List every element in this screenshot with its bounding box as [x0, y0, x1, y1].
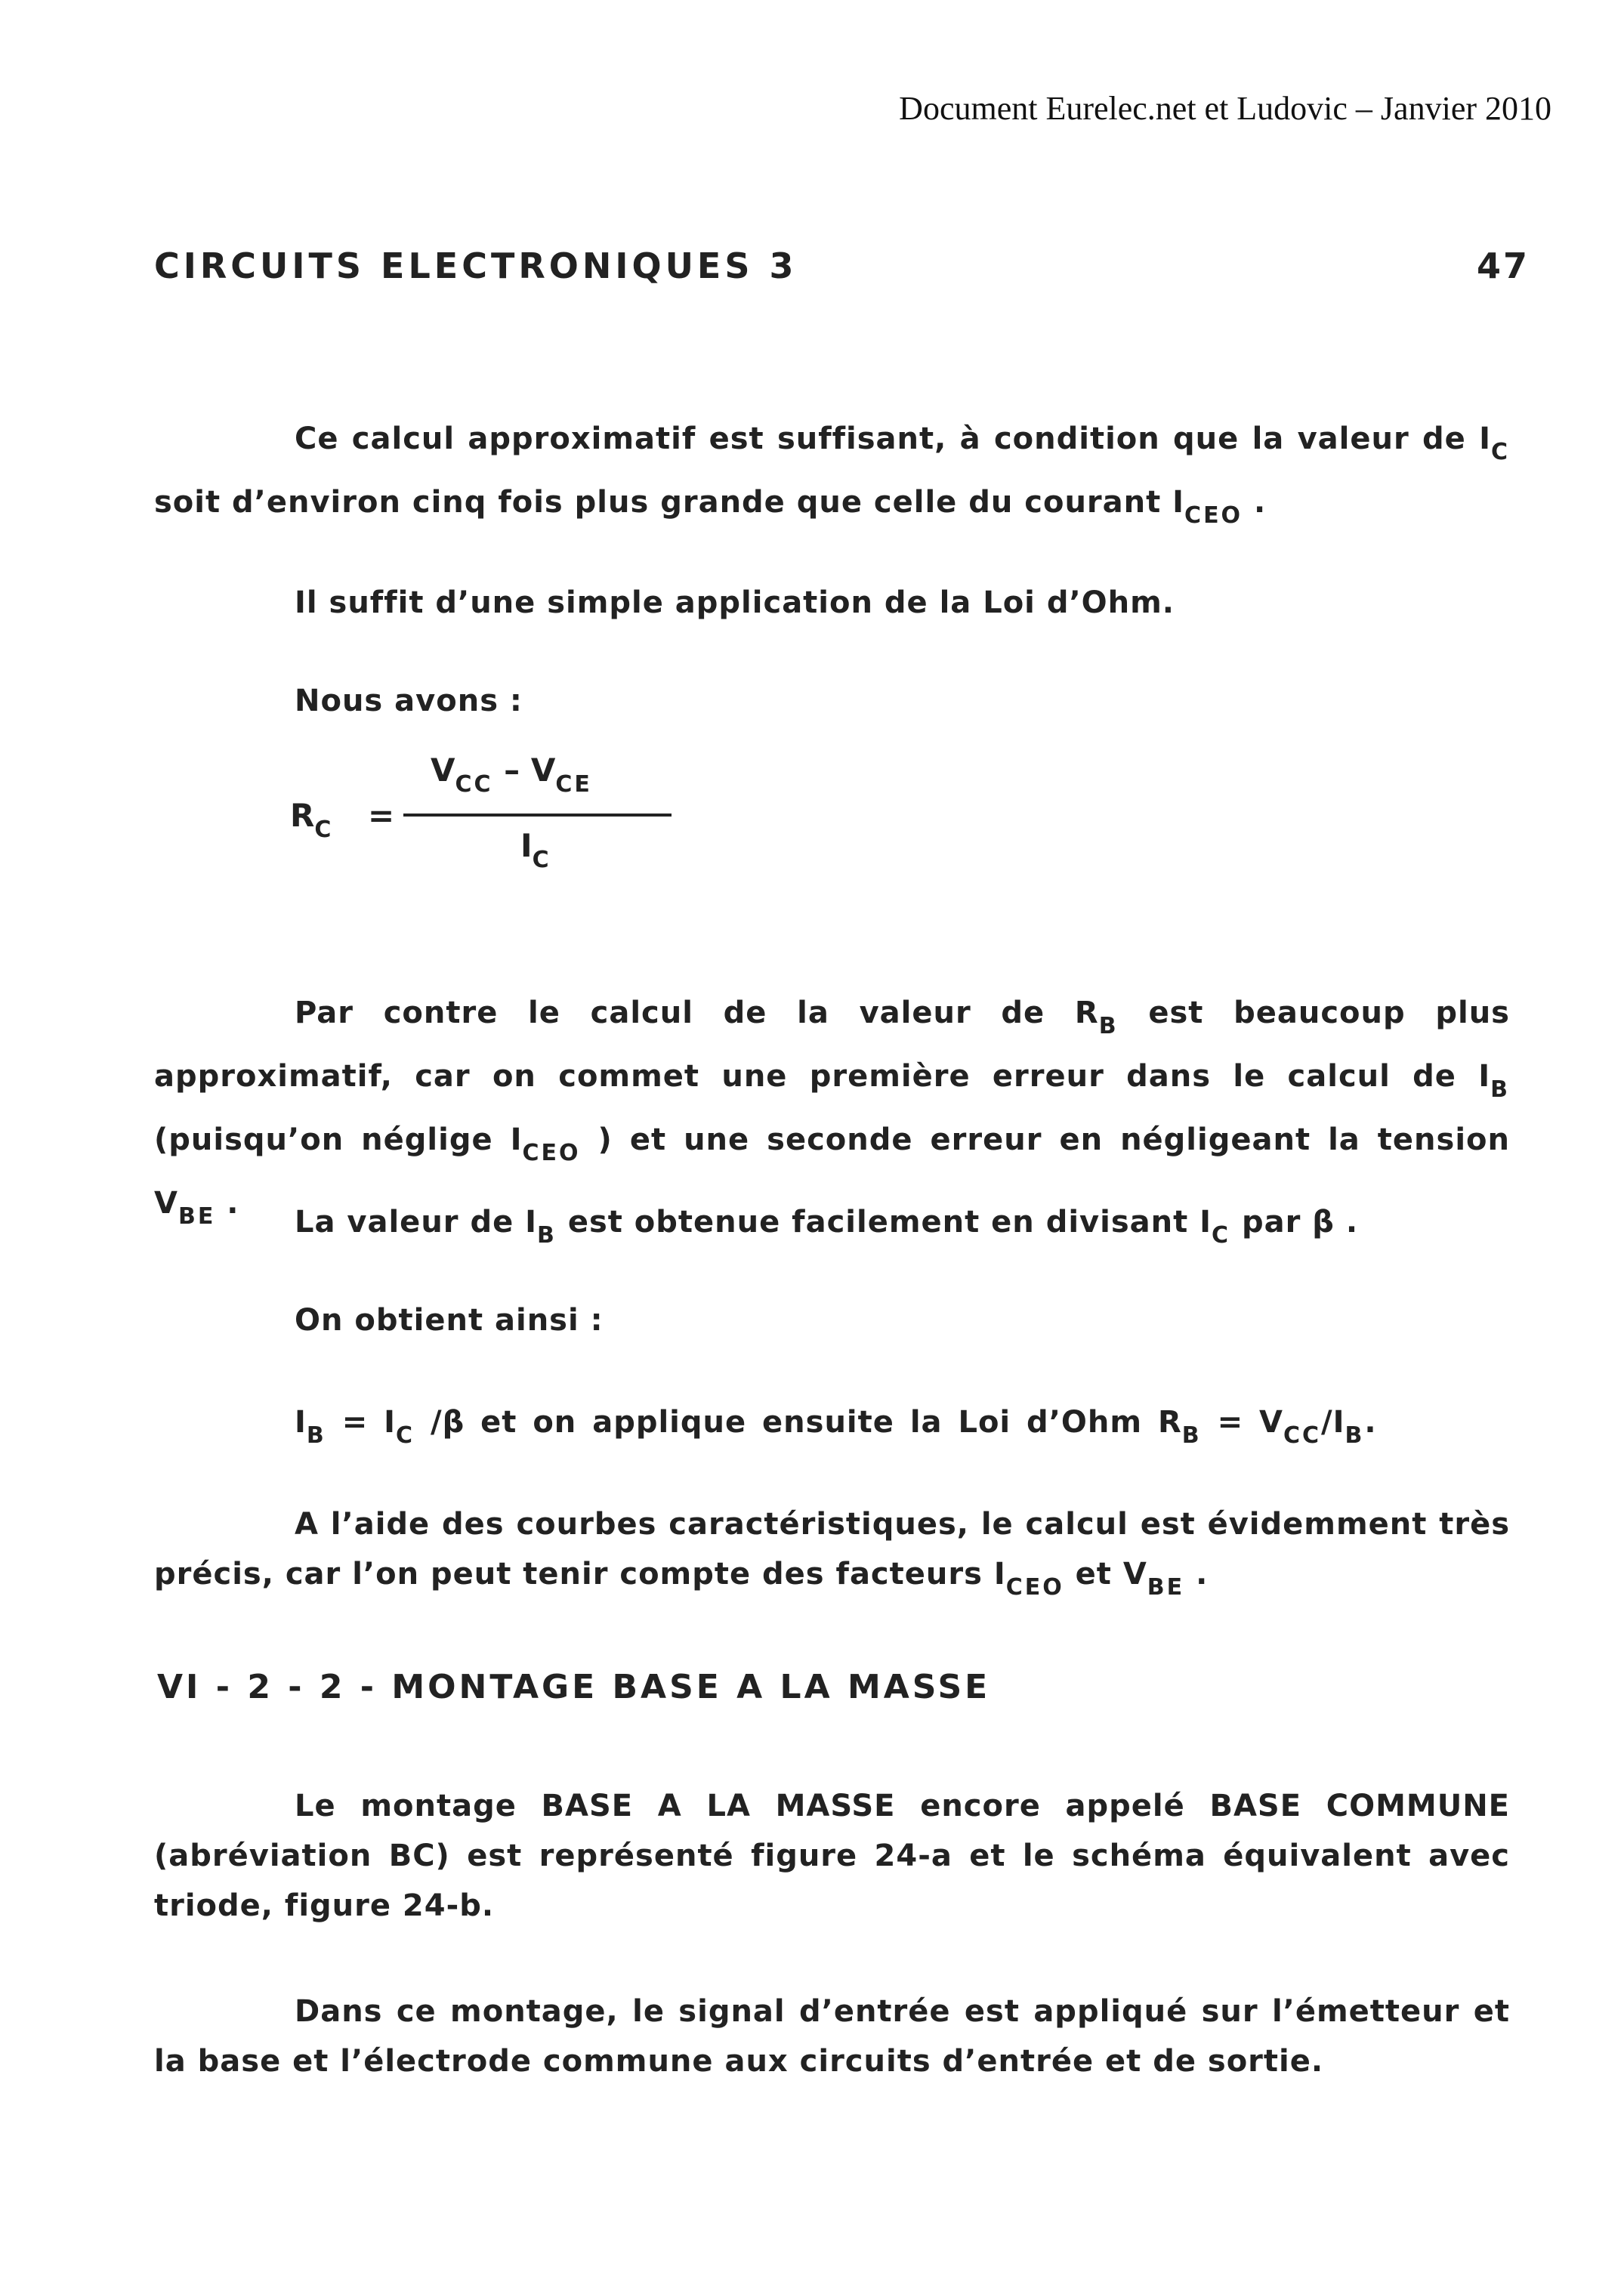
- formula-equals: =: [368, 797, 395, 834]
- formula-numerator: $V_{CC} - V_{CE}$: [431, 752, 592, 798]
- section-title: VI - 2 - 2 - MONTAGE BASE A LA MASSE: [157, 1668, 991, 1706]
- paragraph-characteristic-curves: A l’aide des courbes caractéristiques, le calcul est évidemment très précis, car l’on peut tenir compte des facteurs $I_{CEO}$ et $V_{BE}$ .: [154, 1507, 1510, 1601]
- page-number: 47: [1476, 245, 1530, 286]
- paragraph-rb-calculation: Par contre le calcul de la valeur de $R_B$ est beaucoup plus approximatif, car on commet une première erreur dans le calcul de $I_B$ (puisqu’on néglige $I_{CEO}$ ) et une seconde erreur en négligeant la tension $V_{BE}$ .: [154, 996, 1511, 1230]
- paragraph-signal-entree: Dans ce montage, le signal d’entrée est appliqué sur l’émetteur et la base et l’électrode commune aux circuits d’entrée et de sortie.: [154, 1994, 1510, 2079]
- paragraph-on-obtient: On obtient ainsi :: [295, 1303, 604, 1338]
- formula-denominator: $I_C$: [520, 827, 551, 873]
- document-credit: Document Eurelec.net et Ludovic – Janvier 2010: [899, 90, 1551, 127]
- paragraph-ohm-law: Il suffit d’une simple application de la Loi d’Ohm.: [295, 585, 1175, 620]
- formula-lhs: $R_C$: [290, 797, 334, 843]
- paragraph-ib-formula: $I_B = I_C$ /β et on applique ensuite la Loi d’Ohm $R_B = V_{CC}/I_B$.: [295, 1405, 1377, 1449]
- running-header: CIRCUITS ELECTRONIQUES 3: [154, 245, 798, 286]
- paragraph-ib-value: La valeur de $I_B$ est obtenue facilement en divisant $I_C$ par β .: [295, 1205, 1359, 1249]
- fraction-bar: [403, 814, 672, 817]
- paragraph-base-commune: Le montage BASE A LA MASSE encore appelé BASE COMMUNE (abréviation BC) est représenté figure 24-a et le schéma équivalent avec triode, figure 24-b.: [154, 1789, 1510, 1923]
- formula-rc: [290, 752, 683, 903]
- paragraph-nous-avons: Nous avons :: [295, 684, 523, 718]
- paragraph-approximation: Ce calcul approximatif est suffisant, à condition que la valeur de $I_C$ soit d’environ cinq fois plus grande que celle du courant $I_{CEO}$ .: [154, 421, 1510, 529]
